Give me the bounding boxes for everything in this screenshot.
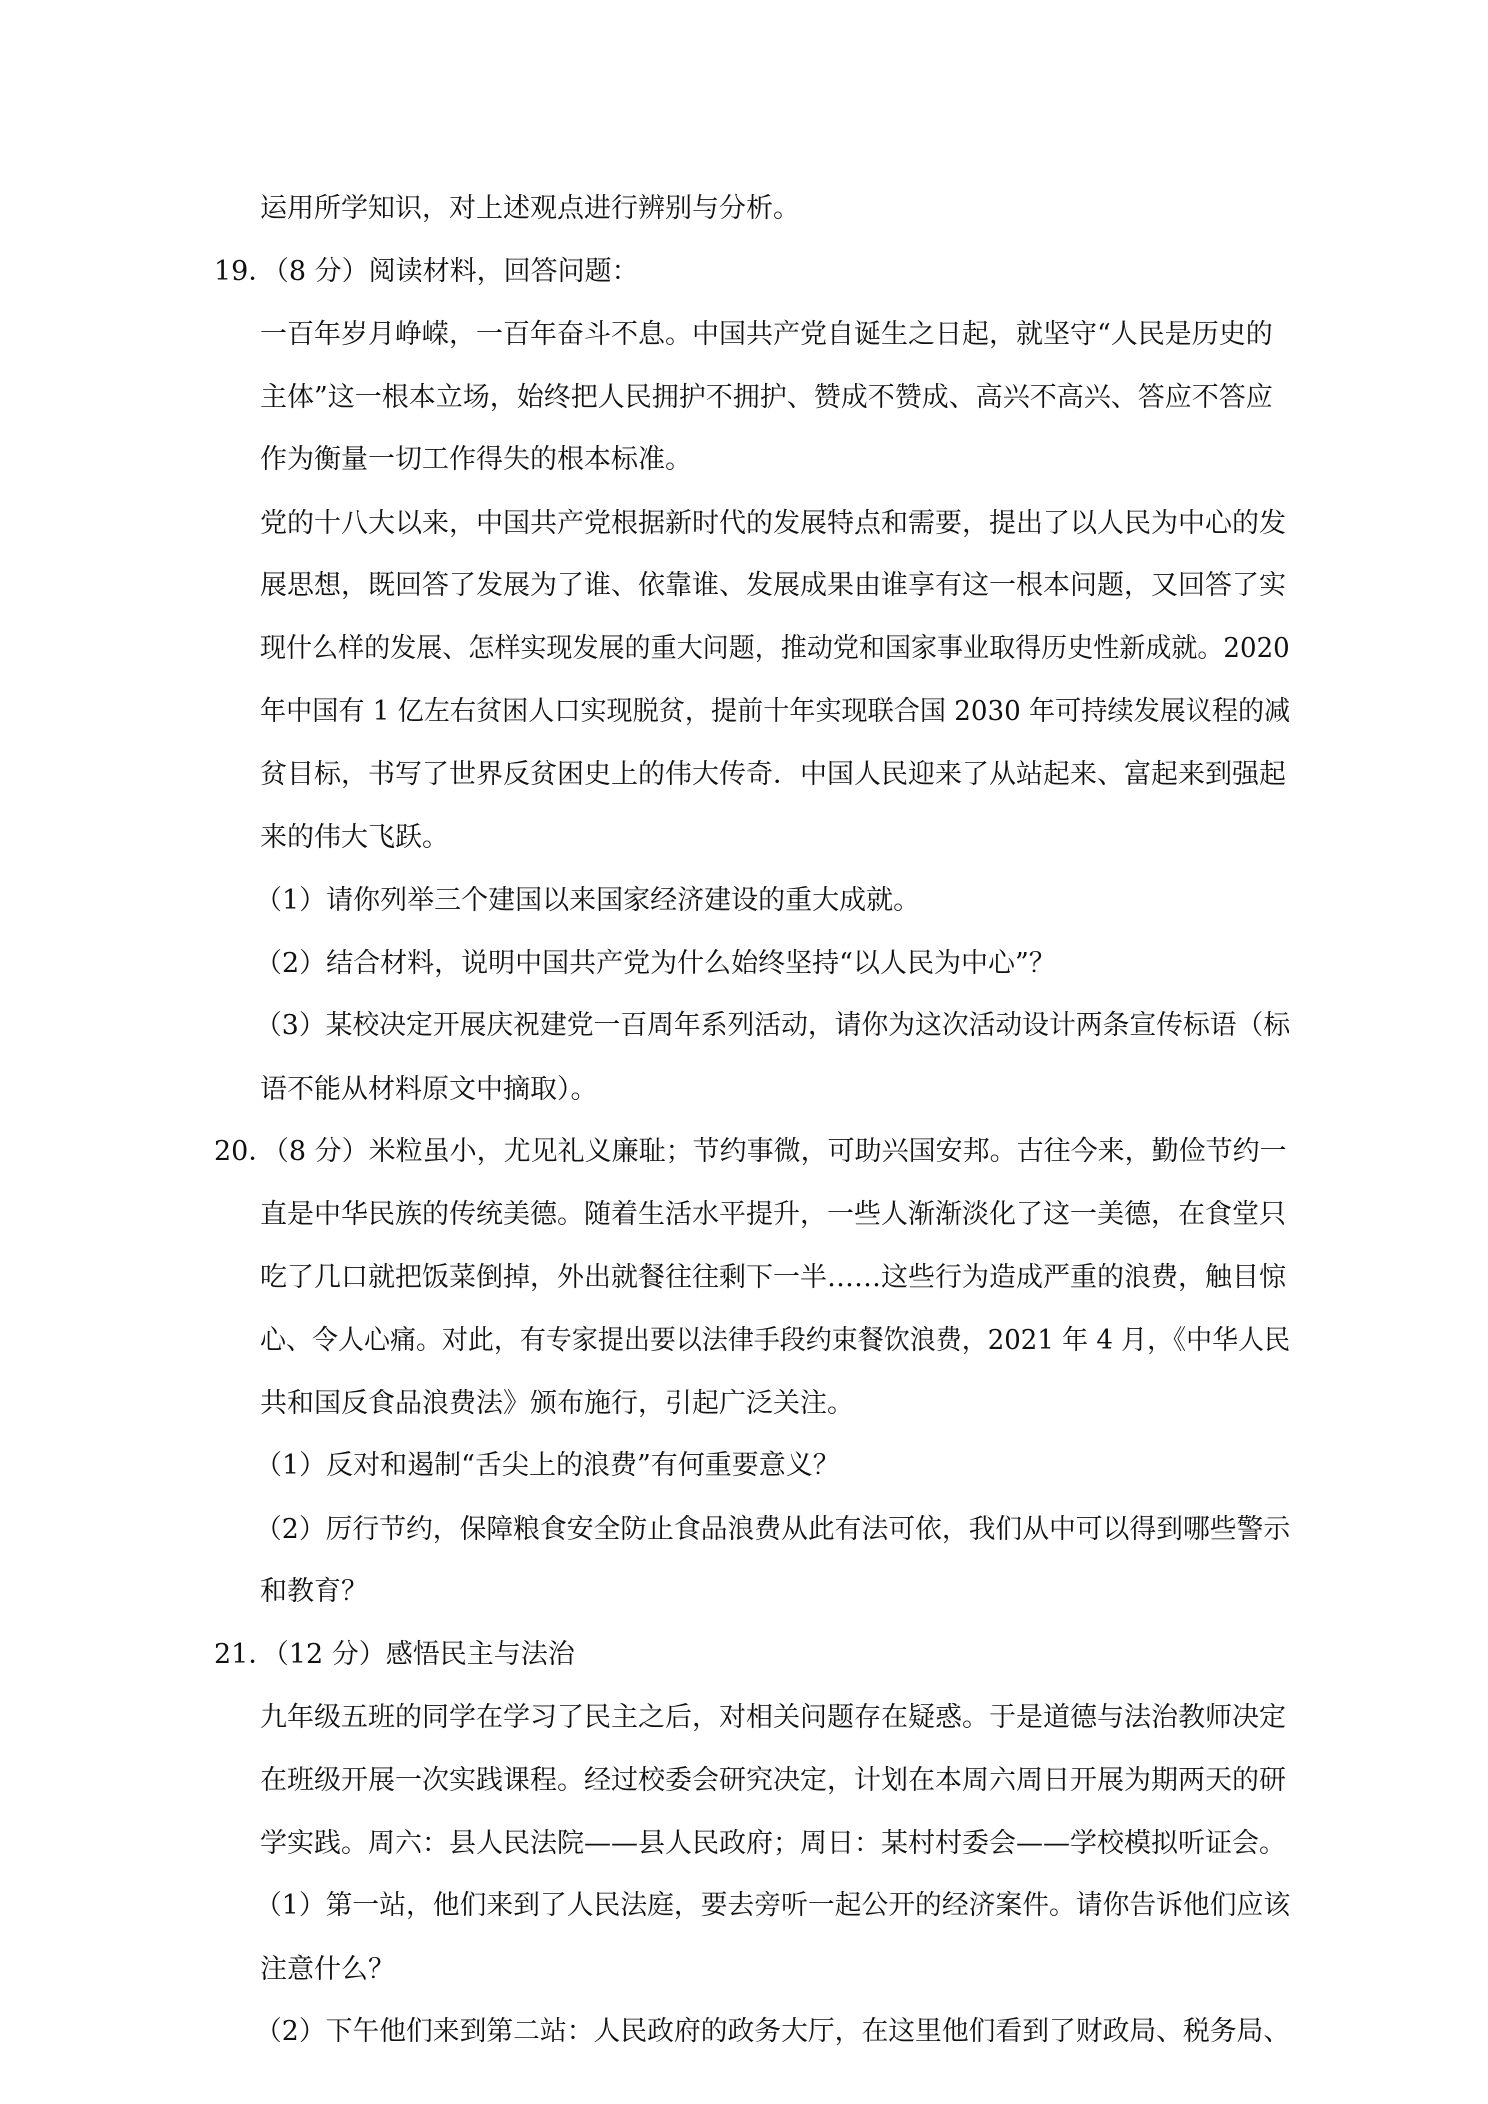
text-line: 九年级五班的同学在学习了民主之后，对相关问题存在疑惑。于是道德与法治教师决定: [260, 1702, 1286, 1733]
question-19-heading: 19．（8 分）阅读材料，回答问题：: [214, 256, 639, 287]
text-line: 直是中华民族的传统美德。随着生活水平提升，一些人渐渐淡化了这一美德，在食堂只: [260, 1199, 1286, 1230]
text-line: 心、令人心痛。对此，有专家提出要以法律手段约束餐饮浪费，2021 年 4 月，《中华人民: [260, 1325, 1291, 1356]
text-line: 学实践。周六：县人民法院——县人民政府；周日：某村村委会——学校模拟听证会。: [260, 1828, 1286, 1859]
text-line: 来的伟大飞跃。: [260, 822, 449, 853]
text-line: 和教育？: [260, 1576, 368, 1607]
text-line: 在班级开展一次实践课程。经过校委会研究决定，计划在本周六周日开展为期两天的研: [260, 1765, 1286, 1796]
text-line: 运用所学知识，对上述观点进行辨别与分析。: [260, 193, 800, 224]
sub-question: （3）某校决定开展庆祝建党一百周年系列活动，请你为这次活动设计两条宣传标语（标: [255, 1010, 1291, 1041]
text-line: 语不能从材料原文中摘取）。: [260, 1074, 598, 1105]
text-line: 展思想，既回答了发展为了谁、依靠谁、发展成果由谁享有这一根本问题，又回答了实: [260, 570, 1286, 601]
text-line: 贫目标，书写了世界反贫困史上的伟大传奇．中国人民迎来了从站起来、富起来到强起: [260, 759, 1286, 790]
sub-question: （2）厉行节约，保障粮食安全防止食品浪费从此有法可依，我们从中可以得到哪些警示: [255, 1514, 1291, 1545]
sub-question: （2）结合材料，说明中国共产党为什么始终坚持“以人民为中心”？: [255, 948, 1056, 979]
text-line: 年中国有 1 亿左右贫困人口实现脱贫，提前十年实现联合国 2030 年可持续发展议程的减: [260, 696, 1291, 727]
text-line: 吃了几口就把饭菜倒掉，外出就餐往往剩下一半……这些行为造成严重的浪费，触目惊: [260, 1262, 1286, 1293]
sub-question: （1）第一站，他们来到了人民法庭，要去旁听一起公开的经济案件。请你告诉他们应该: [255, 1890, 1291, 1921]
text-line: 注意什么？: [260, 1954, 395, 1985]
text-line: 作为衡量一切工作得失的根本标准。: [260, 444, 692, 475]
question-21-heading: 21．（12 分）感悟民主与法治: [214, 1639, 575, 1670]
text-line: 现什么样的发展、怎样实现发展的重大问题，推动党和国家事业取得历史性新成就。2020: [260, 633, 1290, 664]
sub-question: （1）请你列举三个建国以来国家经济建设的重大成就。: [255, 885, 921, 916]
question-20-heading: 20．（8 分）米粒虽小，尤见礼义廉耻；节约事微，可助兴国安邦。古往今来，勤俭节约一: [214, 1136, 1287, 1167]
sub-question: （2）下午他们来到第二站：人民政府的政务大厅，在这里他们看到了财政局、税务局、: [255, 2016, 1291, 2047]
sub-question: （1）反对和遏制“舌尖上的浪费”有何重要意义？: [255, 1450, 840, 1481]
text-line: 主体”这一根本立场，始终把人民拥护不拥护、赞成不赞成、高兴不高兴、答应不答应: [260, 382, 1273, 413]
text-line: 一百年岁月峥嵘，一百年奋斗不息。中国共产党自诞生之日起，就坚守“人民是历史的: [260, 319, 1273, 350]
text-line: 共和国反食品浪费法》颁布施行，引起广泛关注。: [260, 1388, 854, 1419]
text-line: 党的十八大以来，中国共产党根据新时代的发展特点和需要，提出了以人民为中心的发: [260, 508, 1286, 539]
